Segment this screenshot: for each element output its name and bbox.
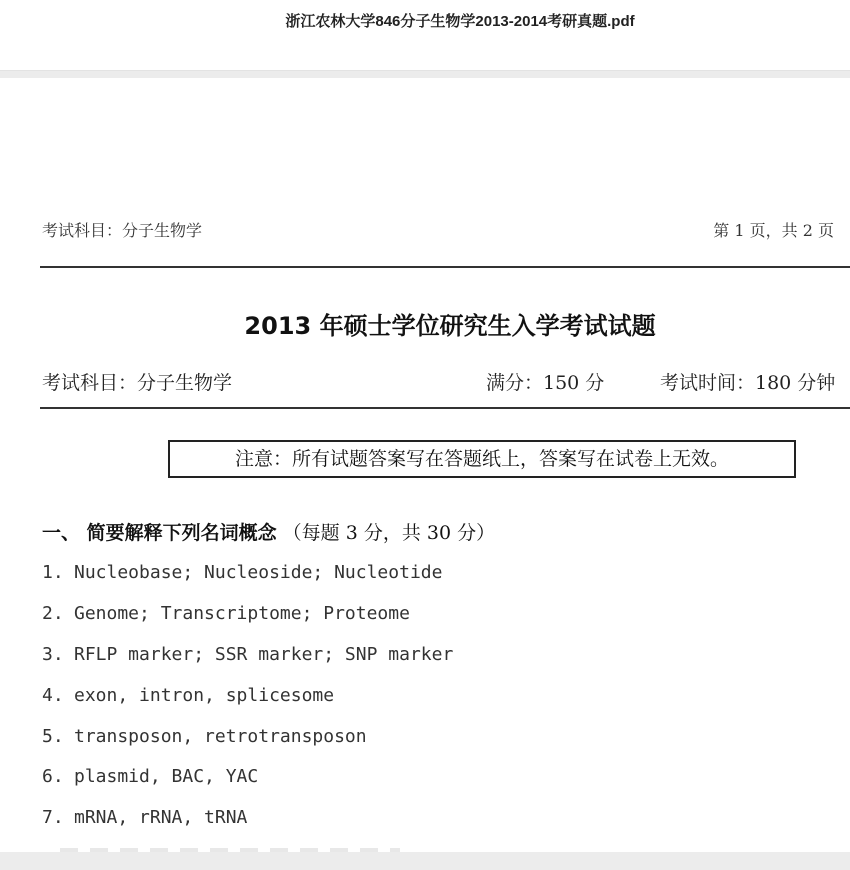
question-item bbox=[42, 766, 258, 787]
question-text: Genome; Transcriptome; Proteome bbox=[74, 603, 410, 624]
page-gap bbox=[0, 852, 850, 870]
section-heading-points: （每题 3 分，共 30 分） bbox=[282, 522, 496, 544]
question-item bbox=[42, 726, 367, 747]
exam-subject: 考试科目：分子生物学 bbox=[42, 372, 233, 394]
question-number: 6. bbox=[42, 766, 64, 787]
exam-duration: 考试时间：180 分钟 bbox=[660, 372, 836, 394]
question-item bbox=[42, 685, 334, 706]
document-title: 浙江农林大学846分子生物学2013-2014考研真题.pdf bbox=[285, 13, 635, 30]
section-heading-title: 一、 简要解释下列名词概念 bbox=[42, 522, 277, 544]
section-heading bbox=[42, 518, 495, 545]
notice-text: 注意：所有试题答案写在答题纸上，答案写在试卷上无效。 bbox=[234, 448, 729, 470]
question-item bbox=[42, 562, 442, 583]
question-text: transposon, retrotransposon bbox=[74, 726, 367, 747]
exam-full-score: 满分：150 分 bbox=[486, 372, 605, 394]
page-number: 第 1 页，共 2 页 bbox=[713, 221, 834, 240]
question-number: 7. bbox=[42, 807, 64, 828]
exam-title: 2013 年硕士学位研究生入学考试试题 bbox=[244, 312, 656, 340]
question-text: mRNA, rRNA, tRNA bbox=[74, 807, 248, 828]
question-number: 5. bbox=[42, 726, 64, 747]
meta-rule bbox=[40, 407, 850, 409]
question-number: 4. bbox=[42, 685, 64, 706]
question-text: exon, intron, splicesome bbox=[74, 685, 335, 706]
pdf-page[interactable] bbox=[0, 78, 850, 852]
running-header-subject: 考试科目：分子生物学 bbox=[42, 221, 203, 240]
question-item bbox=[42, 807, 247, 828]
question-number: 2. bbox=[42, 603, 64, 624]
question-item bbox=[42, 603, 410, 624]
question-text: Nucleobase; Nucleoside; Nucleotide bbox=[74, 562, 443, 583]
question-number: 1. bbox=[42, 562, 64, 583]
viewer-header bbox=[0, 0, 850, 70]
question-number: 3. bbox=[42, 644, 64, 665]
notice-box bbox=[168, 440, 796, 478]
question-item bbox=[42, 644, 453, 665]
question-text: plasmid, BAC, YAC bbox=[74, 766, 259, 787]
question-text: RFLP marker; SSR marker; SNP marker bbox=[74, 644, 454, 665]
header-rule bbox=[40, 266, 850, 268]
